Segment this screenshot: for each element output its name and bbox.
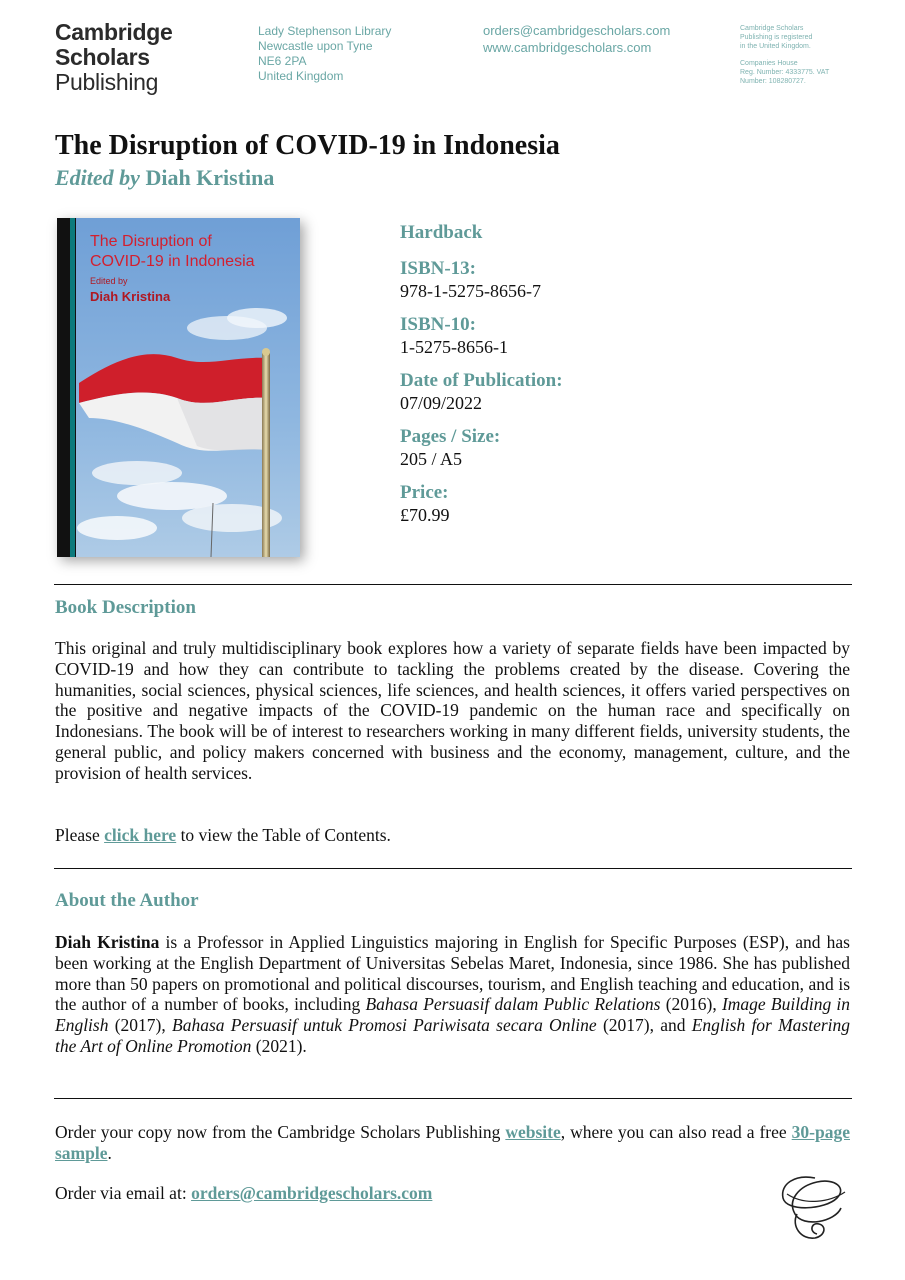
detail-isbn13 — [400, 258, 840, 302]
book-cover-image — [57, 218, 300, 557]
sample-link[interactable]: 30-page sample — [55, 1122, 850, 1163]
website-link[interactable]: website — [505, 1122, 561, 1142]
publisher-swirl-logo — [775, 1170, 850, 1250]
order-text-part: , where you can also read a free — [560, 1122, 787, 1142]
email-prefix: Order via email at: — [55, 1183, 187, 1203]
publisher-logo — [55, 20, 172, 95]
bio-text: (2017), and — [602, 1015, 686, 1036]
book-work-title: Bahasa Persuasif untuk Promosi Pariwisata secara Online — [172, 1015, 597, 1036]
description-heading: Book Description — [55, 597, 196, 618]
detail-label: Date of Publication: — [400, 370, 563, 391]
detail-value: 07/09/2022 — [400, 393, 483, 413]
toc-prefix: Please — [55, 825, 100, 845]
cover-edited-by: Edited by — [90, 276, 128, 286]
order-email-line — [55, 1183, 850, 1204]
book-details — [400, 222, 840, 538]
book-work-title: Bahasa Persuasif dalam Public Relations — [365, 994, 661, 1015]
registration-line: in the United Kingdom. — [740, 43, 811, 50]
bio-text: (2021). — [255, 1035, 307, 1056]
cover-title-line: COVID-19 in Indonesia — [90, 253, 255, 270]
order-text-part: Order your copy now from the Cambridge Scholars Publishing — [55, 1122, 501, 1142]
logo-line-3: Publishing — [55, 69, 159, 95]
book-work-title: Image Building in English — [55, 994, 851, 1036]
detail-label: ISBN-13: — [400, 258, 477, 279]
address-line: Lady Stephenson Library — [258, 24, 392, 38]
cover-title — [90, 232, 290, 272]
detail-value: 1-5275-8656-1 — [400, 337, 508, 357]
logo-line-2: Scholars — [55, 44, 150, 70]
toc-line — [55, 825, 850, 846]
order-text — [55, 1122, 850, 1164]
book-title: The Disruption of COVID-19 in Indonesia — [55, 130, 560, 161]
detail-pages-size — [400, 426, 840, 470]
toc-suffix: to view the Table of Contents. — [180, 825, 391, 845]
contact-website[interactable]: www.cambridgescholars.com — [483, 40, 652, 55]
toc-link[interactable]: click here — [104, 825, 177, 845]
edited-by-label: Edited by — [55, 165, 140, 190]
detail-value: 978-1-5275-8656-7 — [400, 281, 541, 301]
detail-label: Price: — [400, 482, 449, 503]
book-work-title: English for Mastering the Art of Online Promotion — [55, 1015, 851, 1056]
description-body: This original and truly multidisciplinary book explores how a variety of separate fields have been impacted by COVID-19 and how they can contribute to tackling the problems created by the disease. Covering the humanities, social sciences, physical sciences, life sciences, and health sciences, it offers varied perspectives on the positive and negative impacts of the COVID-19 pandemic on the human race and specifically on Indonesians. The book will be of interest to researchers working in many different fields, university students, the general public, and policy makers concerned with business and the economy, management, culture, and the provision of health services. — [55, 638, 850, 783]
order-text-part: . — [107, 1142, 112, 1163]
cover-title-line: The Disruption of — [90, 233, 212, 250]
book-editor — [55, 165, 274, 191]
address-line: NE6 2PA — [258, 54, 307, 68]
author-bio — [55, 932, 850, 1057]
detail-price — [400, 482, 840, 526]
detail-value: £70.99 — [400, 505, 450, 525]
cover-spine-stripe — [70, 218, 75, 557]
address-line: Newcastle upon Tyne — [258, 39, 373, 53]
address-line: United Kingdom — [258, 69, 344, 83]
book-format: Hardback — [400, 222, 483, 243]
detail-label: ISBN-10: — [400, 314, 477, 335]
registration-line: Number: 108280727. — [740, 78, 806, 85]
publisher-address — [258, 24, 391, 84]
bio-text: (2017), — [114, 1015, 166, 1036]
section-divider — [54, 584, 852, 585]
registration-info — [740, 24, 855, 86]
logo-line-1: Cambridge — [55, 19, 173, 45]
publisher-contact — [483, 22, 670, 56]
author-name: Diah Kristina — [55, 932, 160, 952]
registration-line: Publishing is registered — [740, 34, 813, 41]
registration-line: Reg. Number: 4333775. VAT — [740, 69, 830, 76]
bio-text: (2016), — [665, 994, 717, 1015]
detail-value: 205 / A5 — [400, 449, 463, 469]
section-divider — [54, 868, 852, 869]
editor-name: Diah Kristina — [145, 165, 275, 190]
detail-isbn10 — [400, 314, 840, 358]
author-heading: About the Author — [55, 890, 199, 911]
section-divider — [54, 1098, 852, 1099]
order-email-link[interactable]: orders@cambridgescholars.com — [191, 1183, 433, 1203]
detail-publication-date — [400, 370, 840, 414]
bio-text: is a Professor in Applied Linguistics majoring in English for Specific Purposes (ESP), and has been working at the English Department of Universitas Sebelas Maret, Indonesia, since 1986. She has published more than 50 papers on promotional and political discourses, tourism, and English teaching and education, and is the author of a number of books, including — [55, 932, 850, 1015]
registration-line: Companies House — [740, 60, 798, 67]
registration-line: Cambridge Scholars — [740, 25, 804, 32]
detail-label: Pages / Size: — [400, 426, 501, 447]
contact-email[interactable]: orders@cambridgescholars.com — [483, 23, 671, 38]
cover-author: Diah Kristina — [90, 289, 171, 304]
